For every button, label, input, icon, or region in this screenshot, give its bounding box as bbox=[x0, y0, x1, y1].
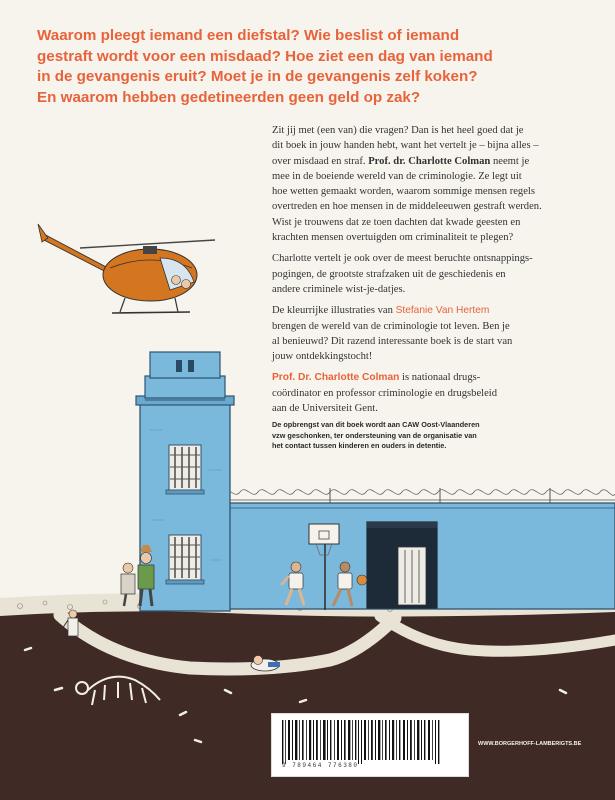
headline-line: gestraft wordt voor een misdaad? Hoe ziet een dag van iemand bbox=[37, 47, 493, 65]
headline-line: Waarom pleegt iemand een diefstal? Wie beslist of iemand bbox=[37, 27, 460, 44]
intro-line: krachten mensen overtuigden om criminaliteit te plegen? bbox=[272, 232, 514, 244]
intro-line: Zit jij met (een van) die vragen? Dan is het heel goed dat je bbox=[272, 125, 524, 136]
bio-first-line bbox=[272, 370, 602, 385]
barbed-wire bbox=[205, 490, 615, 500]
para2-line: andere criminele wist-je-datjes. bbox=[272, 283, 406, 295]
intro-line: overtreden en hoe mensen in de middeleeuwen gestraft werden. bbox=[272, 201, 542, 213]
bio-first-rest: is nationaal drugs- bbox=[399, 372, 481, 384]
donation-note bbox=[272, 420, 582, 452]
prison-door bbox=[367, 522, 437, 608]
helicopter-illustration bbox=[38, 224, 215, 313]
bio-line: coördinator en professor criminologie en drugsbeleid bbox=[272, 387, 498, 399]
para3-line: brengen de wereld van de criminologie tot leven. Ben je bbox=[272, 320, 510, 332]
cover-headline bbox=[37, 26, 597, 108]
tower-window-top bbox=[166, 445, 204, 494]
intro-line: mee in de boeiende wereld van de criminologie. Ze legt uit bbox=[272, 170, 522, 182]
para2-line: pogingen, de grootste strafzaken uit de geschiedenis en bbox=[272, 268, 506, 280]
intro-line: over misdaad en straf. bbox=[272, 155, 366, 167]
headline-line: in de gevangenis eruit? Moet je in de gevangenis zelf koken? bbox=[37, 68, 478, 85]
headline-line: En waarom hebben gedetineerden geen geld op zak? bbox=[37, 88, 421, 106]
isbn-digits: 9 789464 776380 bbox=[282, 762, 359, 769]
bio-line: aan de Universiteit Gent. bbox=[272, 403, 378, 415]
intro-line: Wist je trouwens dat ze toen dachten dat kwade geesten en bbox=[272, 216, 521, 228]
bio-author-name: Prof. Dr. Charlotte Colman bbox=[272, 372, 400, 384]
para3-first-line bbox=[272, 303, 602, 318]
illustrator-paragraph bbox=[272, 303, 602, 364]
escape-paragraph bbox=[272, 251, 602, 297]
donation-line: vzw geschonken, ter ondersteuning van de organisatie van bbox=[272, 430, 477, 440]
para3-line: al benieuwd? Dit razend interessante boek is de start van bbox=[272, 335, 513, 347]
intro-line: hoe wetten gemaakt worden, waarom sommige mensen regels bbox=[272, 186, 535, 198]
author-name: Prof. dr. Charlotte Colman bbox=[368, 155, 491, 167]
intro-after-name: neemt je bbox=[490, 155, 530, 167]
donation-line: De opbrengst van dit boek wordt aan CAW Oost-Vlaanderen bbox=[272, 420, 480, 429]
donation-line: het contact tussen kinderen en ouders in detentie. bbox=[272, 441, 447, 451]
author-bio-paragraph bbox=[272, 370, 602, 416]
tower-window-bottom bbox=[166, 535, 204, 584]
para3-prefix: De kleurrijke illustraties van bbox=[272, 305, 396, 317]
publisher-url: WWW.BORGERHOFF-LAMBERIGTS.BE bbox=[478, 741, 582, 747]
intro-line-with-name bbox=[272, 154, 602, 169]
intro-paragraph bbox=[272, 123, 602, 245]
para3-line: jouw ontdekkingstocht! bbox=[272, 351, 373, 363]
intro-line: dit boek in jouw handen hebt, want het vertelt je – bijna alles – bbox=[272, 140, 539, 152]
blurb-text bbox=[272, 123, 602, 422]
para2-line: Charlotte vertelt je ook over de meest beruchte ontsnappings- bbox=[272, 253, 533, 265]
illustrator-name: Stefanie Van Hertem bbox=[395, 305, 490, 317]
